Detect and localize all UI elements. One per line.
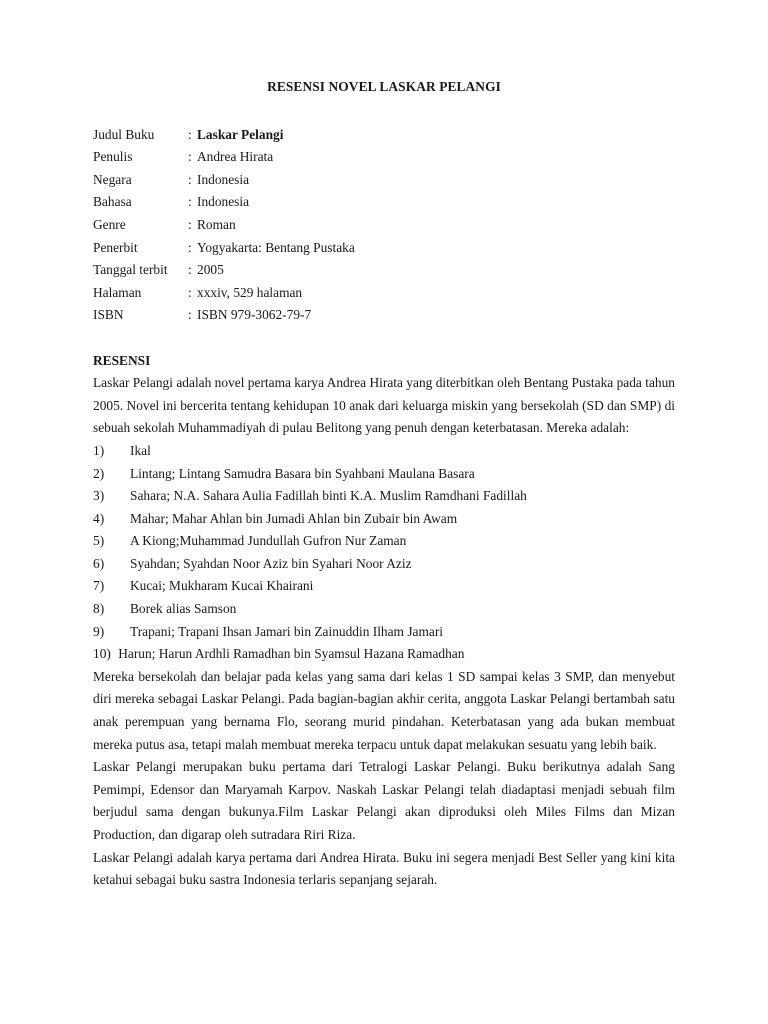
meta-label: Bahasa <box>93 194 132 210</box>
list-number: 9) <box>93 623 105 639</box>
meta-row-bahasa <box>93 191 675 214</box>
meta-value: Andrea Hirata <box>197 149 274 165</box>
list-item <box>93 530 675 553</box>
meta-label: Tanggal terbit <box>93 262 168 278</box>
meta-label: Penerbit <box>93 239 138 255</box>
body-paragraph-3: Laskar Pelangi merupakan buku pertama dari Tetralogi Laskar Pelangi. Buku berikutnya adalah Sang Pemimpi, Edensor dan Maryamah Karpov. Naskah Laskar Pelangi telah diadaptasi menjadi sebuah film berjudul sama dengan bukunya.Film Laskar Pelangi akan diproduksi oleh Miles Films dan Mizan Production, dan digarap oleh sutradara Riri Riza. <box>93 759 675 842</box>
list-item <box>93 463 675 486</box>
list-item <box>93 643 675 666</box>
meta-label: Negara <box>93 171 132 187</box>
meta-separator: : <box>188 171 192 187</box>
document-content <box>93 76 675 892</box>
list-text: Harun; Harun Ardhli Ramadhan bin Syamsul Hazana Ramadhan <box>118 646 465 662</box>
meta-separator: : <box>188 126 192 142</box>
meta-label: ISBN <box>93 307 124 323</box>
list-item <box>93 553 675 576</box>
list-text: Ikal <box>130 442 151 458</box>
meta-row-isbn <box>93 304 675 327</box>
meta-separator: : <box>188 149 192 165</box>
meta-separator: : <box>188 284 192 300</box>
list-number: 8) <box>93 601 105 617</box>
meta-label: Genre <box>93 216 126 232</box>
meta-value: Indonesia <box>197 171 250 187</box>
meta-separator: : <box>188 262 192 278</box>
list-item <box>93 575 675 598</box>
list-number: 4) <box>93 510 105 526</box>
list-item <box>93 485 675 508</box>
list-number: 5) <box>93 533 105 549</box>
list-number: 2) <box>93 465 105 481</box>
meta-label: Halaman <box>93 284 142 300</box>
meta-value: xxxiv, 529 halaman <box>197 284 303 300</box>
meta-value: Laskar Pelangi <box>197 126 284 142</box>
list-item <box>93 621 675 644</box>
meta-value: Yogyakarta: Bentang Pustaka <box>197 239 355 255</box>
list-item <box>93 440 675 463</box>
meta-value: Indonesia <box>197 194 250 210</box>
meta-separator: : <box>188 216 192 232</box>
list-text: Lintang; Lintang Samudra Basara bin Syahbani Maulana Basara <box>130 465 475 481</box>
character-list <box>93 440 675 666</box>
meta-row-judul <box>93 124 675 147</box>
section-title-resensi: RESENSI <box>93 352 151 368</box>
list-number: 7) <box>93 578 105 594</box>
list-number: 1) <box>93 442 105 458</box>
meta-separator: : <box>188 194 192 210</box>
intro-paragraph: Laskar Pelangi adalah novel pertama karya Andrea Hirata yang diterbitkan oleh Bentang Pustaka pada tahun 2005. Novel ini bercerita tentang kehidupan 10 anak dari keluarga miskin yang bersekolah (SD dan SMP) di sebuah sekolah Muhammadiyah di pulau Belitong yang penuh dengan keterbatasan. Mereka adalah: <box>93 375 675 436</box>
meta-value: ISBN 979-3062-79-7 <box>197 307 312 323</box>
meta-row-genre <box>93 214 675 237</box>
list-text: Mahar; Mahar Ahlan bin Jumadi Ahlan bin Zubair bin Awam <box>130 510 458 526</box>
meta-row-penulis <box>93 146 675 169</box>
meta-row-penerbit <box>93 237 675 260</box>
list-text: Trapani; Trapani Ihsan Jamari bin Zainuddin Ilham Jamari <box>130 623 444 639</box>
list-item <box>93 598 675 621</box>
list-text: Kucai; Mukharam Kucai Khairani <box>130 578 314 594</box>
meta-label: Penulis <box>93 149 133 165</box>
body-paragraph-4: Laskar Pelangi adalah karya pertama dari Andrea Hirata. Buku ini segera menjadi Best Seller yang kini kita ketahui sebagai buku sastra Indonesia terlaris sepanjang sejarah. <box>93 849 675 888</box>
list-text: Borek alias Samson <box>130 601 237 617</box>
meta-row-halaman <box>93 282 675 305</box>
list-text: Syahdan; Syahdan Noor Aziz bin Syahari Noor Aziz <box>130 555 412 571</box>
document-title: RESENSI NOVEL LASKAR PELANGI <box>267 79 501 94</box>
list-text: A Kiong;Muhammad Jundullah Gufron Nur Zaman <box>130 533 407 549</box>
meta-row-tanggal-terbit <box>93 259 675 282</box>
book-metadata <box>93 124 675 327</box>
list-text: Sahara; N.A. Sahara Aulia Fadillah binti K.A. Muslim Ramdhani Fadillah <box>130 488 527 504</box>
meta-row-negara <box>93 169 675 192</box>
list-number: 6) <box>93 555 105 571</box>
meta-value: Roman <box>197 216 236 232</box>
meta-value: 2005 <box>197 262 224 278</box>
meta-label: Judul Buku <box>93 126 155 142</box>
list-item <box>93 508 675 531</box>
body-paragraph-2: Mereka bersekolah dan belajar pada kelas yang sama dari kelas 1 SD sampai kelas 3 SMP, dan menyebut diri mereka sebagai Laskar Pelangi. Pada bagian-bagian akhir cerita, anggota Laskar Pelangi bertambah satu anak perempuan yang bernama Flo, seorang murid pindahan. Keterbatasan yang ada bukan membuat mereka putus asa, tetapi malah membuat mereka terpacu untuk dapat melakukan sesuatu yang lebih baik. <box>93 668 675 752</box>
list-number: 10) <box>93 646 111 662</box>
list-number: 3) <box>93 488 105 504</box>
meta-separator: : <box>188 239 192 255</box>
meta-separator: : <box>188 307 192 323</box>
